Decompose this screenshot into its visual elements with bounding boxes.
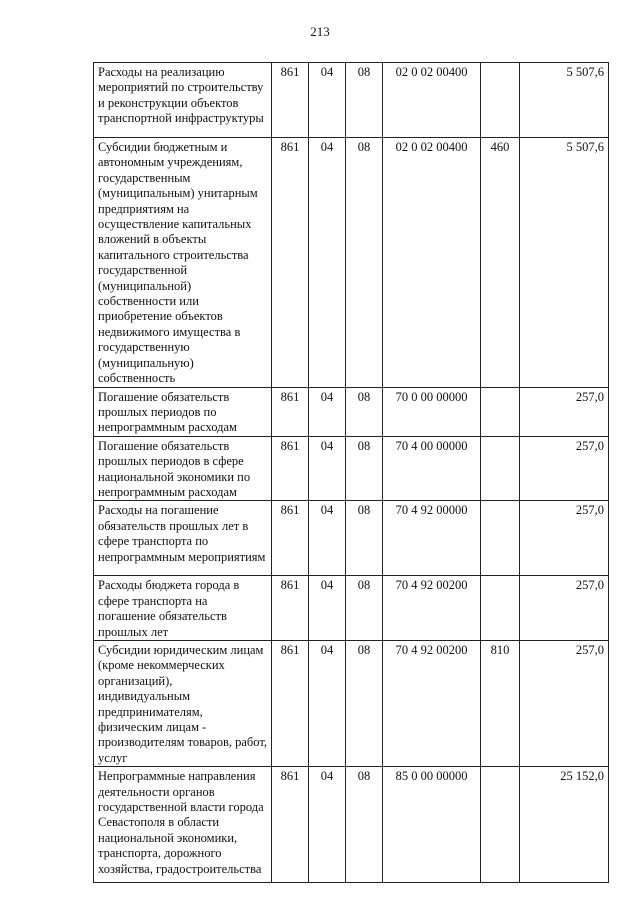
table-row [94, 501, 609, 576]
section-code-cell: 04 [309, 387, 346, 436]
expense-type-cell [481, 576, 520, 641]
table-row [94, 436, 609, 501]
grbs-code-cell: 861 [272, 138, 309, 388]
section-code-cell: 04 [309, 767, 346, 883]
section-code-cell: 04 [309, 436, 346, 501]
expense-type-cell [481, 63, 520, 138]
expense-type-cell [481, 501, 520, 576]
grbs-code-cell: 861 [272, 576, 309, 641]
table-row [94, 387, 609, 436]
grbs-code-cell: 861 [272, 767, 309, 883]
expense-name-cell: Расходы бюджета города в сфере транспорта на погашение обязательств прошлых лет [94, 576, 272, 641]
table-row [94, 576, 609, 641]
section-code-cell: 04 [309, 138, 346, 388]
expense-type-cell [481, 387, 520, 436]
subsection-code-cell: 08 [346, 63, 383, 138]
expense-type-cell: 810 [481, 640, 520, 766]
target-article-cell: 70 4 92 00000 [383, 501, 481, 576]
expense-name-cell: Субсидии бюджетным и автономным учреждениям, государственным (муниципальным) унитарным предприятиям на осуществление капитальных вложений в объекты капитального строительства государственной (муниципальной) собственности или приобретение объектов недвижимого имущества в государственную (муниципальную) собственность [94, 138, 272, 388]
subsection-code-cell: 08 [346, 387, 383, 436]
target-article-cell: 70 0 00 00000 [383, 387, 481, 436]
expense-name-cell: Погашение обязательств прошлых периодов в сфере национальной экономики по непрограммным расходам [94, 436, 272, 501]
target-article-cell: 02 0 02 00400 [383, 63, 481, 138]
subsection-code-cell: 08 [346, 501, 383, 576]
amount-cell: 257,0 [520, 576, 609, 641]
page-number: 213 [310, 24, 330, 39]
expense-name-cell: Расходы на погашение обязательств прошлых лет в сфере транспорта по непрограммным мероприятиям [94, 501, 272, 576]
expense-type-cell [481, 436, 520, 501]
grbs-code-cell: 861 [272, 436, 309, 501]
amount-cell: 257,0 [520, 436, 609, 501]
expense-name-cell: Субсидии юридическим лицам (кроме некоммерческих организаций), индивидуальным предпринимателям, физическим лицам - производителям товаров, работ, услуг [94, 640, 272, 766]
grbs-code-cell: 861 [272, 387, 309, 436]
budget-table [93, 62, 609, 883]
table-row [94, 640, 609, 766]
target-article-cell: 85 0 00 00000 [383, 767, 481, 883]
grbs-code-cell: 861 [272, 63, 309, 138]
expense-type-cell [481, 767, 520, 883]
amount-cell: 257,0 [520, 387, 609, 436]
amount-cell: 257,0 [520, 640, 609, 766]
target-article-cell: 02 0 02 00400 [383, 138, 481, 388]
expense-name-cell: Непрограммные направления деятельности органов государственной власти города Севастополя в области национальной экономики, транспорта, дорожного хозяйства, градостроительства [94, 767, 272, 883]
subsection-code-cell: 08 [346, 436, 383, 501]
table-row [94, 63, 609, 138]
section-code-cell: 04 [309, 63, 346, 138]
subsection-code-cell: 08 [346, 767, 383, 883]
section-code-cell: 04 [309, 640, 346, 766]
section-code-cell: 04 [309, 501, 346, 576]
expense-name-cell: Расходы на реализацию мероприятий по строительству и реконструкции объектов транспортной инфраструктуры [94, 63, 272, 138]
table-row [94, 767, 609, 883]
amount-cell: 5 507,6 [520, 138, 609, 388]
expense-name-cell: Погашение обязательств прошлых периодов по непрограммным расходам [94, 387, 272, 436]
subsection-code-cell: 08 [346, 640, 383, 766]
grbs-code-cell: 861 [272, 501, 309, 576]
target-article-cell: 70 4 00 00000 [383, 436, 481, 501]
section-code-cell: 04 [309, 576, 346, 641]
expense-type-cell: 460 [481, 138, 520, 388]
target-article-cell: 70 4 92 00200 [383, 576, 481, 641]
subsection-code-cell: 08 [346, 138, 383, 388]
amount-cell: 25 152,0 [520, 767, 609, 883]
table-row [94, 138, 609, 388]
target-article-cell: 70 4 92 00200 [383, 640, 481, 766]
amount-cell: 257,0 [520, 501, 609, 576]
grbs-code-cell: 861 [272, 640, 309, 766]
amount-cell: 5 507,6 [520, 63, 609, 138]
subsection-code-cell: 08 [346, 576, 383, 641]
